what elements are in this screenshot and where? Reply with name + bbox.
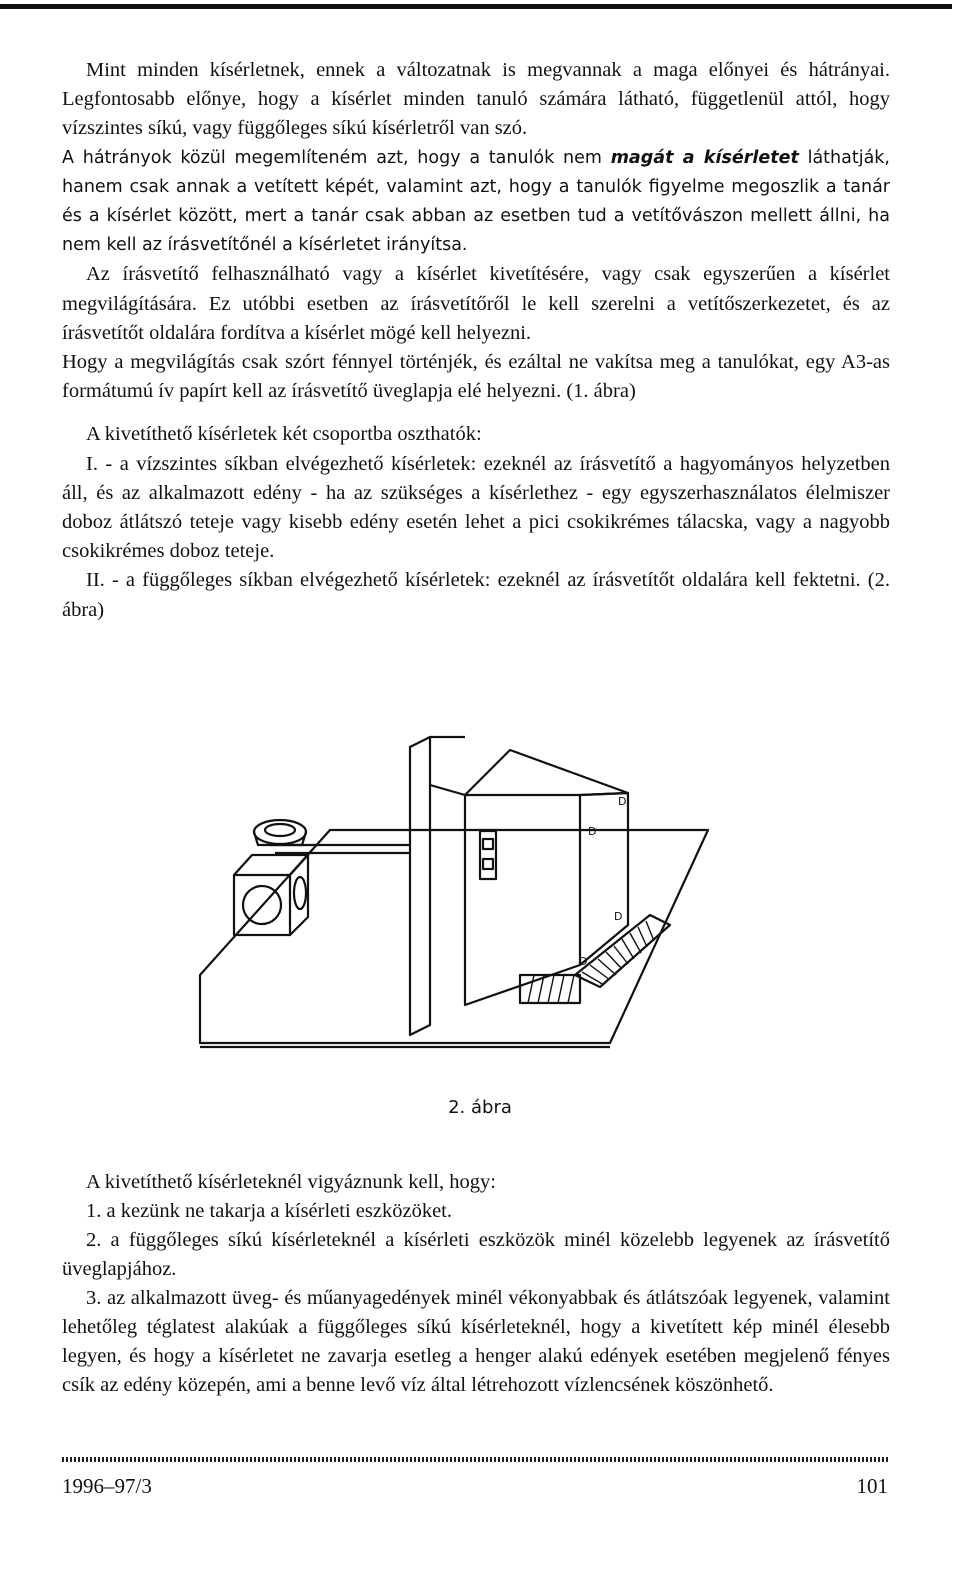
- list-item-2: 2. a függőleges síkú kísérleteknél a kísérleti eszközök minél közelebb legyenek az írásvetítő üveglapjához.: [62, 1229, 890, 1280]
- list-item-1: 1. a kezünk ne takarja a kísérleti eszközöket.: [86, 1200, 452, 1222]
- paragraph-disadvantages-emphasis: magát a kísérletet: [610, 147, 799, 168]
- page-number: 101: [856, 1474, 888, 1498]
- body-text-top: [62, 56, 890, 625]
- paragraph-precautions: A kivetíthető kísérleteknél vigyáznunk kell, hogy:: [86, 1171, 496, 1193]
- svg-text:D: D: [579, 955, 588, 968]
- projector-box-top: [465, 750, 628, 795]
- svg-text:D: D: [588, 825, 597, 838]
- paragraph-disadvantages-start: A hátrányok közül megemlíteném azt, hogy a tanulók nem: [62, 147, 611, 168]
- paragraph-groups: A kivetíthető kísérletek két csoportba oszthatók:: [86, 423, 482, 446]
- paragraph-group-horizontal: I. - a vízszintes síkban elvégezhető kísérletek: ezeknél az írásvetítő a hagyományos helyzetben áll, és az alkalmazott edény - ha az szükséges a kísérlethez - egy egyszerhasználatos élelmiszer doboz átlátszó teteje vagy kisebb edény esetén lehet a pici csokikrémes tálacska, vagy a nagyobb csokikrémes doboz teteje.: [62, 452, 890, 563]
- paragraph-projector-use: Az írásvetítő felhasználható vagy a kísérlet kivetítésére, vagy csak egyszerűen a kísérlet megvilágítására. Ez utóbbi esetben az írásvetítőről le kell szerelni a vetítőszerkezetet, és az írásvetítőt oldalára fordítva a kísérlet mögé kell helyezni.: [62, 263, 890, 344]
- paragraph-disadvantages: [62, 144, 890, 261]
- paragraph-diffuse-light: Hogy a megvilágítás csak szórt fénnyel történjék, és ezáltal ne vakítsa meg a tanulókat, egy A3-as formátumú ív papírt kell az írásvetítő üveglapja elé helyezni. (1. ábra): [62, 351, 890, 403]
- svg-text:D: D: [618, 795, 627, 808]
- paragraph-disadvantages-end: láthatják, hanem csak annak a vetített képét, valamint azt, hogy a tanulók figyelme megoszlik a tanár és a kísérlet között, mert a tanár csak abban az esetben tud a vetítővászon mellett állni, ha nem kell az írásvetítőnél a kísérletet irányítsa.: [62, 147, 890, 256]
- top-rule: [0, 4, 952, 9]
- list-item-3: 3. az alkalmazott üveg- és műanyagedények minél vékonyabbak és átlátszóak legyenek, valamint lehetőleg téglatest alakúak a függőleges síkú kísérleteknél, hogy a kivetített kép minél élesebb legyen, és hogy a kísérletet ne zavarja esetleg a henger alakú edények esetében megjelenő fényes csík az edény közepén, ami a benne levő víz által létrehozott vízlencsének köszönhető.: [62, 1287, 890, 1396]
- paragraph-advantages: Mint minden kísérletnek, ennek a változatnak is megvannak a maga előnyei és hátrányai. Legfontosabb előnye, hogy a kísérlet minden tanuló számára látható, függetlenül attól, hogy vízszintes síkú, vagy függőleges síkú kísérletről van szó.: [62, 59, 890, 140]
- svg-text:D: D: [614, 910, 623, 923]
- projector-box-front: [465, 795, 580, 1005]
- body-text-bottom: [62, 1168, 890, 1400]
- figure-projector-drawing: [180, 735, 740, 1065]
- footer-rule: [62, 1457, 890, 1462]
- upright-plate: [410, 737, 430, 1035]
- issue-label: 1996–97/3: [62, 1474, 152, 1498]
- figure-caption: 2. ábra: [448, 1097, 512, 1118]
- paragraph-group-vertical: II. - a függőleges síkban elvégezhető kísérletek: ezeknél az írásvetítőt oldalára kell fektetni. (2. ábra): [62, 569, 890, 621]
